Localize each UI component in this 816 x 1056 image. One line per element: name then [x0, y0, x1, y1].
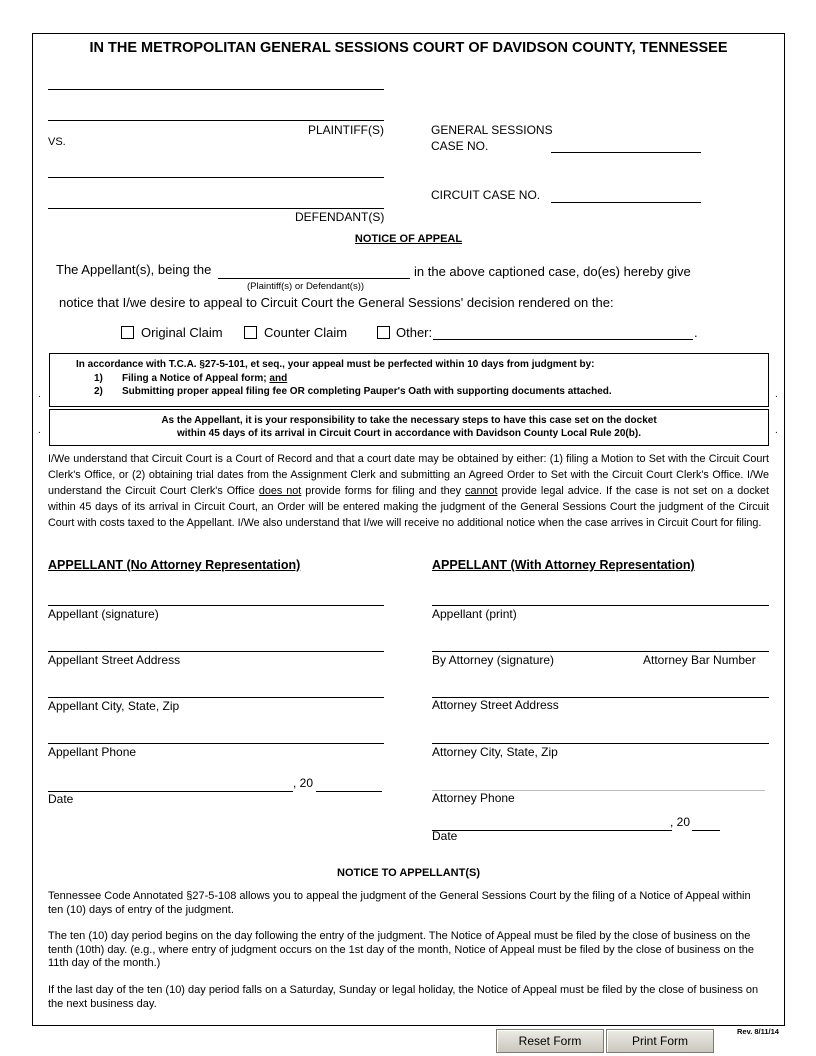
gs-case-label-2: CASE NO. — [431, 139, 489, 153]
gs-case-label-1: GENERAL SESSIONS — [431, 123, 553, 137]
margin-dot: . — [775, 425, 778, 436]
appellant-date-field[interactable] — [48, 774, 293, 792]
notice-paragraph-2: The ten (10) day period begins on the day following the entry of the judgment. The Notice of Appeal must be filed by the close of business on the tenth (10th) day. (e.g., where entry of judgment occurs on the 1st day of the month, Notice of Appeal must be filed by the close of business on the 11th day of the month.) — [48, 930, 755, 969]
attorney-date-field[interactable] — [432, 813, 672, 831]
attorney-year-field[interactable] — [692, 813, 720, 831]
plaintiff-name-field-1[interactable] — [48, 72, 384, 90]
requirement-2-text: Submitting proper appeal filing fee OR completing Pauper's Oath with supporting documents attached. — [122, 386, 612, 397]
appellant-street-field[interactable] — [48, 634, 384, 652]
attorney-city-field[interactable] — [432, 726, 769, 744]
circuit-case-label: CIRCUIT CASE NO. — [431, 188, 541, 202]
notice-to-appellants-heading: NOTICE TO APPELLANT(S) — [337, 867, 480, 879]
margin-dot: . — [775, 389, 778, 400]
original-claim-label: Original Claim — [141, 325, 223, 340]
notice-paragraph-1: Tennessee Code Annotated §27-5-108 allows you to appeal the judgment of the General Sessions Court by the filing of a Notice of Appeal within ten (10) days of entry of the judgment. — [48, 890, 751, 916]
circuit-case-number-field[interactable] — [551, 185, 701, 203]
appellant-party-field[interactable] — [218, 261, 410, 279]
margin-dot: . — [38, 389, 41, 400]
defendant-label: DEFENDANT(S) — [295, 210, 385, 224]
requirement-2-number: 2) — [94, 386, 103, 397]
no-attorney-heading: APPELLANT (No Attorney Representation) — [48, 558, 301, 572]
requirement-1-number: 1) — [94, 373, 103, 384]
requirement-1-text: Filing a Notice of Appeal form; and — [122, 373, 288, 384]
attorney-signature-label: By Attorney (signature) — [432, 653, 555, 667]
appellant-suffix-text: in the above captioned case, do(es) hereby give — [414, 264, 691, 279]
print-form-button[interactable]: Print Form — [606, 1029, 714, 1053]
appellant-city-field[interactable] — [48, 680, 384, 698]
court-title: IN THE METROPOLITAN GENERAL SESSIONS COURT OF DAVIDSON COUNTY, TENNESSEE — [89, 40, 728, 56]
attorney-city-label: Attorney City, State, Zip — [432, 745, 558, 759]
attorney-street-label: Attorney Street Address — [432, 698, 559, 712]
appellant-prefix-text: The Appellant(s), being the — [56, 262, 212, 277]
requirements-intro: In accordance with T.C.A. §27-5-101, et seq., your appeal must be perfected within 10 days from judgment by: — [76, 359, 595, 370]
attorney-phone-field[interactable] — [432, 773, 765, 791]
other-label: Other: — [396, 325, 433, 340]
appellant-year-field[interactable] — [316, 774, 382, 792]
appellant-street-label: Appellant Street Address — [48, 653, 181, 667]
appellant-party-hint: (Plaintiff(s) or Defendant(s)) — [247, 281, 365, 292]
defendant-name-field-2[interactable] — [48, 191, 384, 209]
understanding-paragraph: I/We understand that Circuit Court is a Court of Record and that a court date may be obtained by either: (1) filing a Motion to Set with the Circuit Court Clerk's Office, or (2) obtaining trial dates from the Assignment Clerk and submitting an Agreed Order to Set with the Circuit Court Clerk's Office. I/We understand the Circuit Court Clerk's Office does not provide forms for filing and they cannot provide legal advice. If the case is not set on a docket within 45 days of its arrival in Circuit Court, an Order will be entered making the judgment of the General Sessions Court the judgment of the Circuit Court with costs taxed to the Appellant. I/We also understand that I/we will receive no additional notice when the case arrives in Circuit Court for filing. — [48, 453, 770, 529]
other-description-field[interactable] — [433, 322, 693, 340]
appellant-signature-field[interactable] — [48, 588, 384, 606]
appellant-print-field[interactable] — [432, 588, 769, 606]
defendant-name-field-1[interactable] — [48, 160, 384, 178]
counter-claim-label: Counter Claim — [264, 325, 348, 340]
responsibility-line-2: within 45 days of its arrival in Circuit Court in accordance with Davidson County Local Rule 20(b). — [177, 428, 641, 439]
attorney-year-prefix: , 20 — [670, 815, 691, 829]
vs-label: VS. — [48, 136, 66, 148]
other-checkbox[interactable] — [377, 326, 390, 339]
reset-form-button[interactable]: Reset Form — [496, 1029, 604, 1053]
with-attorney-heading: APPELLANT (With Attorney Representation) — [432, 558, 695, 572]
plaintiff-label: PLAINTIFF(S) — [308, 123, 385, 137]
revision-label: Rev. 8/11/14 — [737, 1027, 779, 1036]
notice-of-appeal-heading: NOTICE OF APPEAL — [354, 233, 463, 245]
original-claim-checkbox[interactable] — [121, 326, 134, 339]
notice-paragraph-3: If the last day of the ten (10) day period falls on a Saturday, Sunday or legal holiday, the Notice of Appeal must be filed by the close of business on the next business day. — [48, 984, 759, 1010]
appellant-phone-label: Appellant Phone — [48, 745, 137, 759]
attorney-signature-field[interactable] — [432, 634, 769, 652]
appellant-year-prefix: , 20 — [293, 776, 314, 790]
plaintiff-name-field-2[interactable] — [48, 103, 384, 121]
gs-case-number-field[interactable] — [551, 135, 701, 153]
attorney-street-field[interactable] — [432, 680, 769, 698]
attorney-phone-label: Attorney Phone — [432, 791, 515, 805]
appellant-phone-field[interactable] — [48, 726, 384, 744]
appellant-signature-label: Appellant (signature) — [48, 607, 159, 621]
appellant-date-label: Date — [48, 792, 74, 806]
appeal-notice-text: notice that I/we desire to appeal to Circuit Court the General Sessions' decision rendered on the: — [59, 295, 614, 310]
attorney-bar-number-label: Attorney Bar Number — [643, 653, 756, 667]
attorney-date-label: Date — [432, 829, 458, 843]
other-period: . — [694, 325, 698, 340]
counter-claim-checkbox[interactable] — [244, 326, 257, 339]
appellant-city-label: Appellant City, State, Zip — [48, 699, 180, 713]
appellant-print-label: Appellant (print) — [432, 607, 517, 621]
responsibility-line-1: As the Appellant, it is your responsibility to take the necessary steps to have this case set on the docket — [161, 415, 657, 426]
margin-dot: . — [38, 425, 41, 436]
